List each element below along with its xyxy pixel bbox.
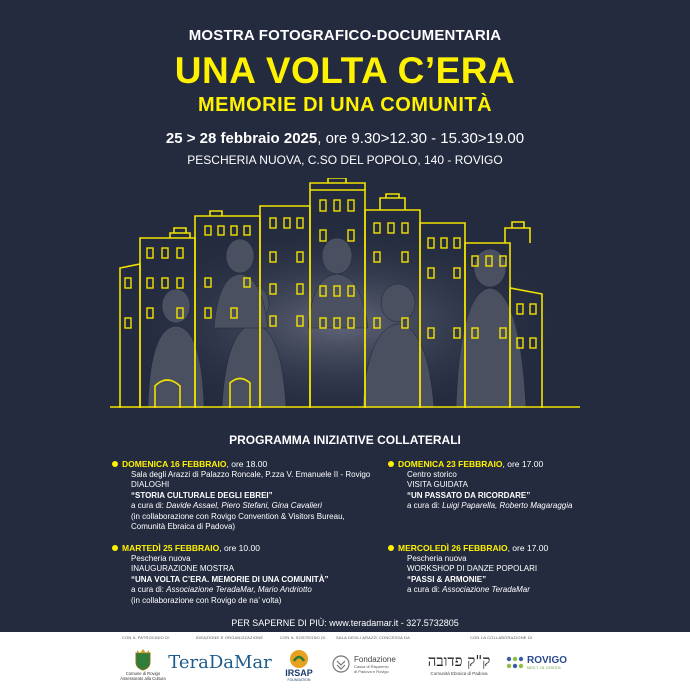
event-header: [398, 543, 598, 554]
event-day: MERCOLEDÌ 26 FEBBRAIO: [398, 543, 508, 553]
event-title: “UN PASSATO DA RICORDARE”: [407, 490, 531, 500]
event-3: [122, 543, 387, 606]
event-type: VISITA GUIDATA: [407, 480, 468, 489]
dates-range: 25 > 28 febbraio 2025: [165, 130, 318, 147]
coat-of-arms-icon: [134, 649, 152, 671]
event-day: MARTEDÌ 25 FEBBRAIO: [122, 543, 220, 553]
exhibition-venue: PESCHERIA NUOVA, C.SO DEL POPOLO, 140 - ROVIGO: [187, 153, 503, 167]
rovigo-subtitle: MEET IN GREEN: [527, 666, 562, 670]
event-type: WORKSHOP DI DANZE POPOLARI: [407, 564, 538, 573]
event-credit-names: Associazione TeradaMar: [442, 585, 530, 594]
event-header: [122, 543, 387, 554]
event-credit: [407, 501, 598, 512]
event-credit-names: Associazione TeradaMar, Mario Andriotto: [166, 585, 312, 594]
event-credit-prefix: a cura di:: [131, 585, 167, 594]
event-location: Pescheria nuova: [131, 553, 191, 563]
irsap-subtitle: FOUNDATION: [287, 677, 311, 682]
sponsor-caption: CON IL PATROCINIO DI: [122, 635, 170, 640]
rovigo-dots-icon: [506, 656, 524, 670]
exhibition-dates: [0, 130, 690, 147]
sponsor-caption: CON LA COLLABORAZIONE DI: [470, 635, 533, 640]
exhibition-title: UNA VOLTA C’ERA: [174, 50, 516, 91]
event-header: [122, 459, 387, 470]
exhibition-kicker: MOSTRA FOTOGRAFICO-DOCUMENTARIA: [188, 27, 502, 44]
event-location: Centro storico: [407, 469, 457, 479]
event-location: Sala degli Arazzi di Palazzo Roncale, P.zza V. Emanuele II - Rovigo: [131, 469, 371, 479]
sponsor-caption: SALA DEGLI ARAZZI CONCESSA DA: [336, 635, 411, 640]
event-note: (in collaborazione con Rovigo de na’ volta): [131, 595, 282, 605]
event-type: DIALOGHI: [131, 480, 170, 489]
event-2: [398, 459, 598, 512]
program-heading: PROGRAMMA INIZIATIVE COLLATERALI: [229, 433, 461, 447]
bullet-icon: [388, 461, 394, 467]
fondazione-emblem-icon: [332, 655, 350, 673]
event-time: , ore 18.00: [226, 459, 268, 469]
event-type: INAUGURAZIONE MOSTRA: [131, 564, 235, 573]
more-info-line: PER SAPERNE DI PIÙ: www.teradamar.it - 327.5732805: [231, 618, 459, 628]
event-note: (in collaborazione con Rovigo Convention & Visitors Bureau,: [131, 511, 345, 521]
event-credit: [131, 501, 387, 512]
teradamar-logo: [168, 648, 272, 676]
irsap-wordmark: IRSAP: [285, 667, 313, 678]
fondazione-name: Fondazione: [354, 654, 396, 664]
hebrew-wordmark: ק"ק: [467, 652, 491, 670]
event-credit-prefix: a cura di:: [407, 585, 443, 594]
event-time: , ore 10.00: [219, 543, 260, 553]
event-title: “STORIA CULTURALE DEGLI EBREI”: [131, 490, 273, 500]
event-day: DOMENICA 23 FEBBRAIO: [398, 459, 503, 469]
bullet-icon: [112, 461, 118, 467]
sponsors-strip: [0, 632, 690, 690]
event-1: [122, 459, 387, 533]
fondazione-line: di Padova e Rovigo: [354, 668, 389, 674]
rovigo-meet-logo: [506, 646, 576, 680]
event-time: , ore 17.00: [502, 459, 544, 469]
fondazione-logo: [332, 646, 410, 682]
teradamar-wordmark: TeraDaMar: [168, 651, 272, 673]
event-day: DOMENICA 16 FEBBRAIO: [122, 459, 227, 469]
buildings-illustration: [110, 178, 580, 408]
bullet-icon: [388, 545, 394, 551]
comunita-ebraica-logo: [414, 644, 504, 684]
event-credit-prefix: a cura di:: [407, 501, 443, 510]
event-header: [398, 459, 598, 470]
event-time: , ore 17.00: [507, 543, 549, 553]
comune-rovigo-logo: [118, 642, 168, 688]
rovigo-wordmark: ROVIGO: [527, 655, 568, 666]
event-location: Pescheria nuova: [407, 553, 467, 563]
sponsor-caption: CON IL SOSTEGNO DI: [280, 635, 326, 640]
fondazione-line: Cassa di Risparmio: [354, 663, 389, 669]
event-note: Comunità Ebraica di Padova): [131, 522, 236, 531]
comunita-ebraica-caption: Comunità Ebraica di Padova: [430, 671, 488, 676]
comune-line: Comune di Rovigo: [125, 671, 161, 676]
comune-line: Assessorato alla Cultura: [120, 676, 166, 681]
event-credit-names: Luigi Paparella, Roberto Magaraggia: [442, 501, 573, 510]
irsap-logo: [276, 642, 322, 688]
bullet-icon: [112, 545, 118, 551]
event-credit: [407, 585, 598, 596]
irsap-emblem-icon: [289, 649, 309, 669]
event-4: [398, 543, 598, 596]
event-credit-names: Davide Assael, Piero Stefani, Gina Cavalieri: [166, 501, 322, 510]
sponsor-caption: IDEAZIONE E ORGANIZZAZIONE: [196, 635, 264, 640]
event-title: “PASSI & ARMONIE”: [407, 574, 487, 584]
hebrew-wordmark: פדובה: [427, 652, 463, 670]
event-title: “UNA VOLTA C’ERA. MEMORIE DI UNA COMUNITÀ”: [131, 574, 329, 584]
exhibition-subtitle: MEMORIE DI UNA COMUNITÀ: [197, 94, 493, 116]
event-credit: [131, 585, 387, 596]
event-credit-prefix: a cura di:: [131, 501, 167, 510]
dates-hours: , ore 9.30>12.30 - 15.30>19.00: [317, 130, 525, 147]
